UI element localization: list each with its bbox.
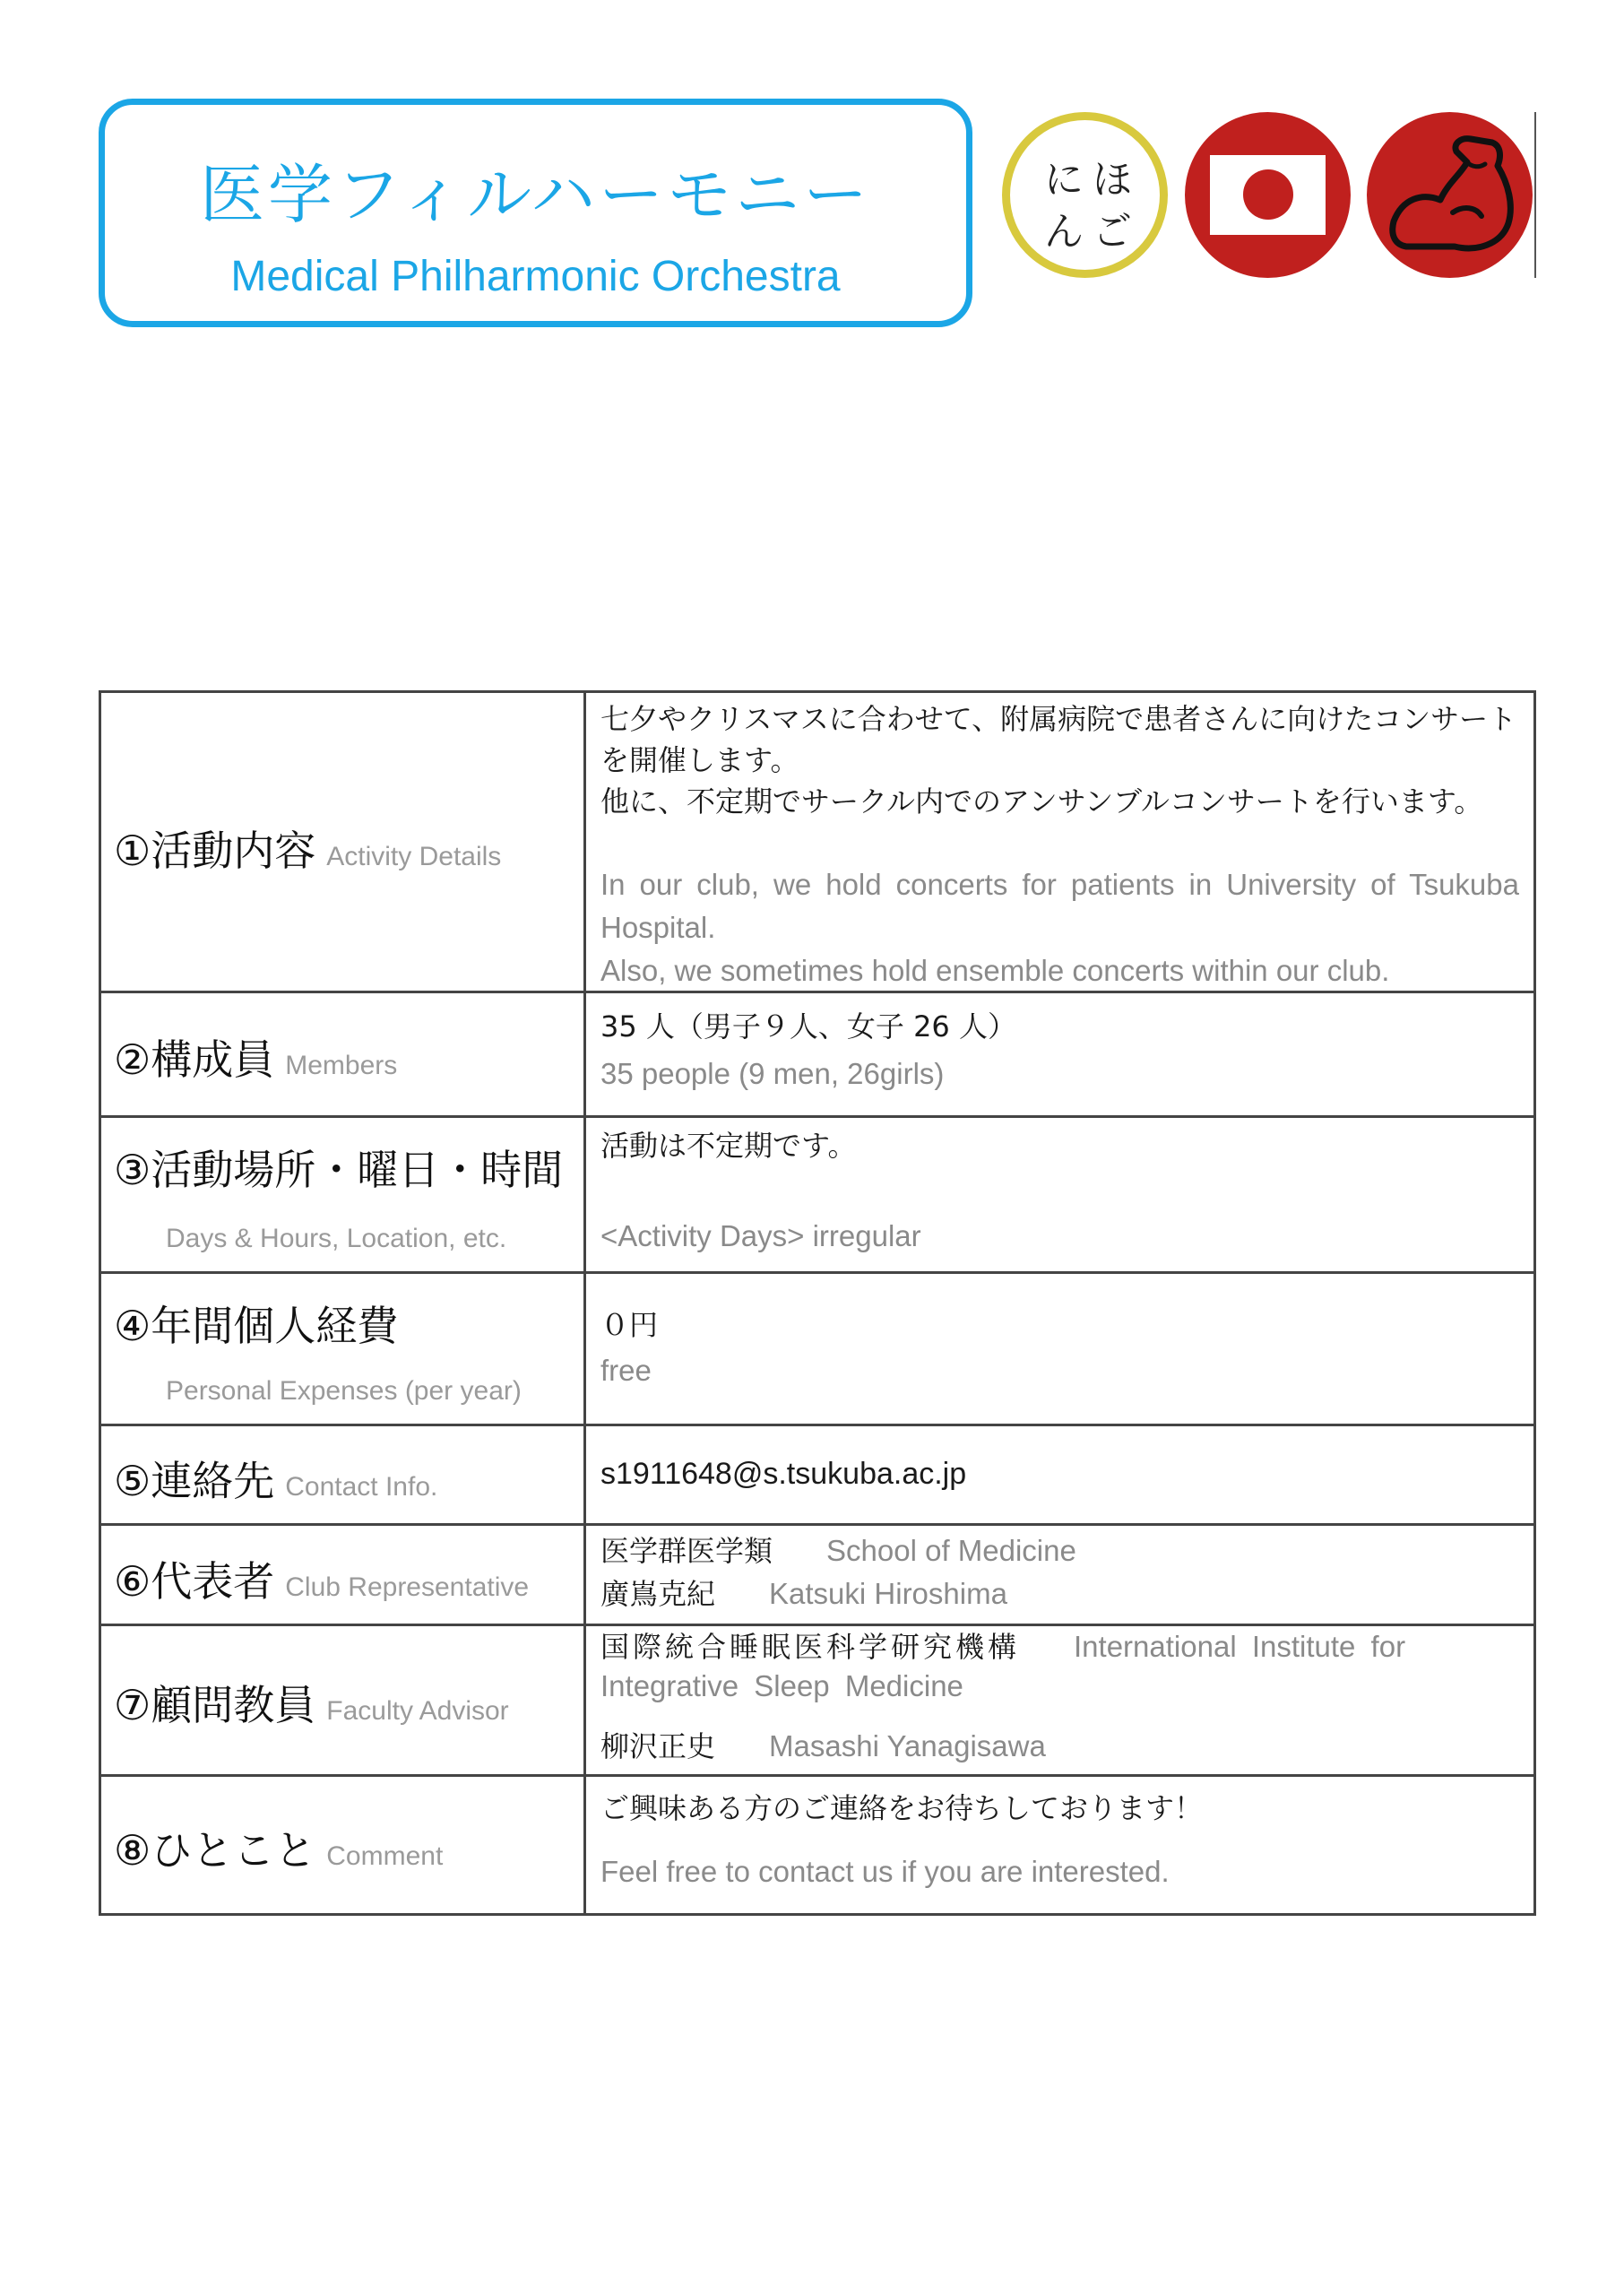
comment-value-cell — [585, 1776, 1535, 1915]
schedule-en: <Activity Days> irregular — [600, 1219, 921, 1252]
members-label-jp: ②構成員 — [114, 1035, 275, 1084]
advisor-org-jp: 国際統合睡眠医科学研究機構 — [600, 1630, 1021, 1664]
activity-en-line: In our club, we hold concerts for patients in University of Tsukuba Hospital. — [600, 868, 1519, 944]
activity-label-jp: ①活動内容 — [114, 827, 316, 875]
title-english: Medical Philharmonic Orchestra — [230, 253, 841, 300]
schedule-label-cell — [100, 1117, 585, 1273]
members-jp: 35 人（男子９人、女子 26 人） — [600, 1009, 1016, 1044]
nihongo-kana: に — [1044, 157, 1084, 203]
flexed-bicep-icon — [1367, 112, 1533, 278]
table-row — [100, 1776, 1535, 1915]
table-row — [100, 1273, 1535, 1425]
representative-name-en: Katsuki Hiroshima — [769, 1577, 1007, 1610]
representative-label-cell — [100, 1525, 585, 1625]
contact-value-cell — [585, 1425, 1535, 1525]
edge-line — [1534, 112, 1536, 278]
comment-jp: ご興味ある方のご連絡をお待ちしております！ — [600, 1791, 1204, 1825]
activity-label-cell — [100, 692, 585, 992]
contact-email[interactable]: s1911648@s.tsukuba.ac.jp — [600, 1457, 967, 1491]
nihongo-kana: ん — [1044, 209, 1084, 255]
comment-label-cell — [100, 1776, 585, 1915]
contact-label-en: Contact Info. — [285, 1472, 438, 1502]
comment-label-en: Comment — [326, 1841, 444, 1871]
table-row — [100, 1117, 1535, 1273]
comment-en: Feel free to contact us if you are interested. — [600, 1855, 1170, 1888]
nihongo-icon — [1002, 112, 1168, 278]
table-row — [100, 1525, 1535, 1625]
comment-label-jp: ⑧ひとこと — [114, 1826, 316, 1875]
representative-value-cell — [585, 1525, 1535, 1625]
members-value-cell — [585, 992, 1535, 1117]
contact-label-cell — [100, 1425, 585, 1525]
schedule-value-cell — [585, 1117, 1535, 1273]
expenses-value-cell — [585, 1273, 1535, 1425]
expenses-jp: ０円 — [600, 1308, 659, 1342]
advisor-name-en: Masashi Yanagisawa — [769, 1729, 1046, 1762]
representative-label-jp: ⑥代表者 — [114, 1557, 275, 1606]
club-info-table — [99, 690, 1536, 1916]
expenses-label-cell — [100, 1273, 585, 1425]
expenses-label-en: Personal Expenses (per year) — [166, 1376, 522, 1406]
title-box — [99, 99, 972, 327]
expenses-label-jp: ④年間個人経費 — [114, 1302, 399, 1350]
contact-label-jp: ⑤連絡先 — [114, 1457, 275, 1505]
representative-label-en: Club Representative — [285, 1572, 530, 1602]
activity-jp-line: 他に、不定期でサークル内でのアンサンブルコンサートを行います。 — [600, 784, 1483, 818]
flag-sun — [1243, 169, 1293, 220]
title-japanese: 医学フィルハーモニー — [199, 157, 872, 232]
representative-dept-jp: 医学群医学類 — [600, 1534, 773, 1568]
japan-flag-icon — [1185, 112, 1351, 278]
flexed-bicep-icon — [1367, 112, 1533, 278]
advisor-org-en: International Institute for Integrative Sleep Medicine — [600, 1630, 1406, 1702]
schedule-label-en: Days & Hours, Location, etc. — [166, 1224, 507, 1253]
advisor-label-jp: ⑦顧問教員 — [114, 1681, 316, 1729]
schedule-jp: 活動は不定期です。 — [600, 1129, 857, 1163]
advisor-value-cell — [585, 1625, 1535, 1776]
nihongo-kana: ほ — [1093, 157, 1132, 203]
activity-en-line: Also, we sometimes hold ensemble concerts within our club. — [600, 954, 1390, 987]
activity-jp-line: を開催します。 — [600, 743, 799, 777]
table-row — [100, 1425, 1535, 1525]
activity-label-en: Activity Details — [326, 842, 502, 871]
expenses-en: free — [600, 1354, 652, 1387]
advisor-label-en: Faculty Advisor — [326, 1696, 509, 1726]
representative-dept-en: School of Medicine — [826, 1534, 1076, 1567]
members-label-en: Members — [285, 1051, 398, 1080]
nihongo-kana: ご — [1093, 209, 1132, 255]
representative-name-jp: 廣嶌克紀 — [600, 1577, 716, 1611]
members-en: 35 people (9 men, 26girls) — [600, 1057, 945, 1090]
table-row — [100, 992, 1535, 1117]
advisor-name-jp: 柳沢正史 — [600, 1729, 716, 1763]
members-label-cell — [100, 992, 585, 1117]
schedule-label-jp: ③活動場所・曜日・時間 — [114, 1146, 564, 1194]
activity-jp-line: 七夕やクリスマスに合わせて、附属病院で患者さんに向けたコンサート — [600, 702, 1517, 736]
table-row — [100, 1625, 1535, 1776]
table-row — [100, 692, 1535, 992]
advisor-label-cell — [100, 1625, 585, 1776]
activity-value-cell — [585, 692, 1535, 992]
